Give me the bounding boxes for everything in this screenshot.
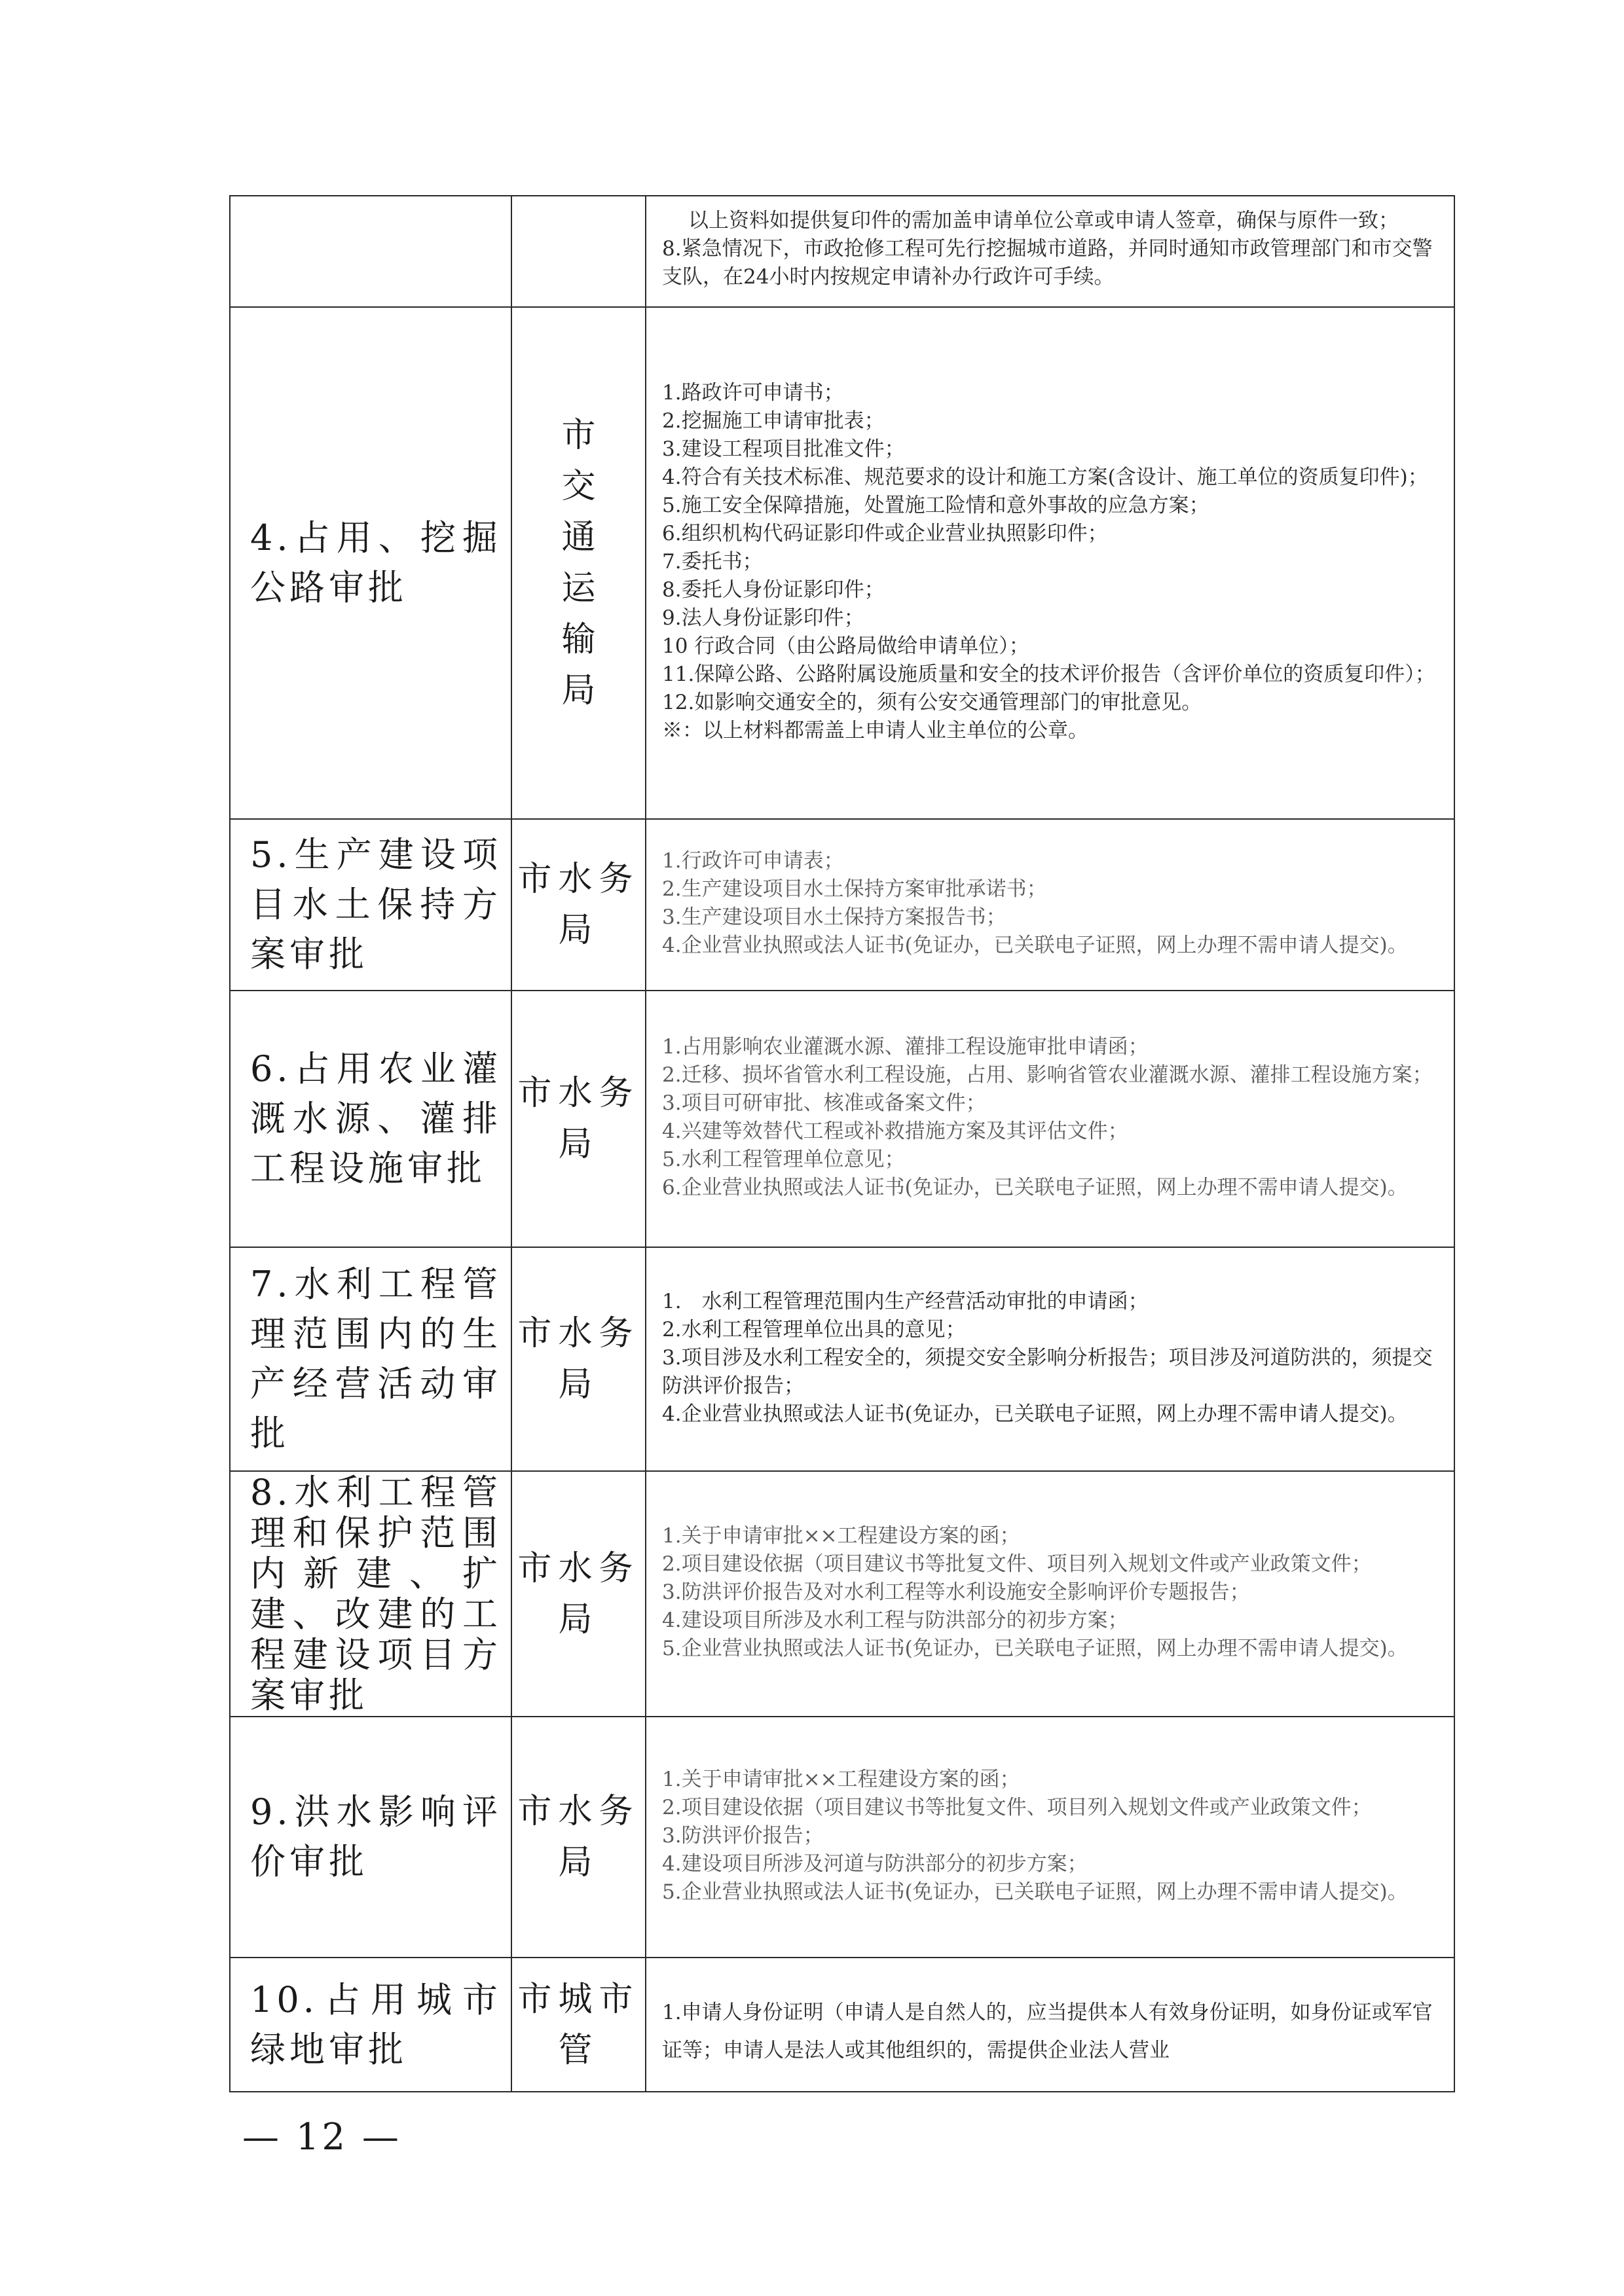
dept-name: 市水务局 [517,1074,640,1164]
item-cell [230,1958,511,2092]
materials-list [646,1974,1454,2076]
table-row [230,991,1454,1247]
table-row [230,1717,1454,1958]
materials-line: 1.行政许可申请表； [662,849,844,873]
table-row [230,819,1454,991]
materials-line: 4.兴建等效替代工程或补救措施方案及其评估文件； [662,1120,1128,1143]
materials-line: 1.路政许可申请书； [662,380,844,405]
materials-line: 以上资料如提供复印件的需加盖申请单位公章或申请人签章，确保与原件一致； [688,208,1399,232]
materials-line: 4.符合有关技术标准、规范要求的设计和施工方案(含设计、施工单位的资质复印件)； [662,465,1428,489]
dept-name: 市水务局 [517,1792,640,1882]
dept-cell [511,196,646,307]
materials-cell [646,819,1454,991]
materials-line: 2.迁移、损坏省管水利工程设施，占用、影响省管农业灌溉水源、灌排工程设施方案； [662,1063,1433,1087]
item-cell [230,819,511,991]
materials-line: 2.水利工程管理单位出具的意见； [662,1317,966,1341]
materials-line: 1. 水利工程管理范围内生产经营活动审批的申请函； [662,1289,1149,1313]
materials-cell [646,1471,1454,1717]
approval-materials-table [229,195,1455,2092]
dept-cell [511,991,646,1247]
materials-line: 3.项目可研审批、核准或备案文件； [662,1091,986,1115]
table-row [230,1471,1454,1717]
materials-line: 1.关于申请审批××工程建设方案的函； [662,1767,1020,1791]
materials-line: 5.施工安全保障措施，处置施工险情和意外事故的应急方案； [662,493,1209,517]
materials-line: 5.水利工程管理单位意见； [662,1148,905,1171]
materials-cell [646,1247,1454,1471]
item-name: 8.水利工程管理和保护范围内新建、扩建、改建的工程建设项目方案审批 [250,1471,502,1716]
dept-name: 市水务局 [517,860,640,950]
materials-line: 11.保障公路、公路附属设施质量和安全的技术评价报告（含评价单位的资质复印件）； [662,662,1435,686]
materials-list [646,206,1454,298]
materials-line: 4.建设项目所涉及河道与防洪部分的初步方案； [662,1851,1088,1876]
materials-line: 2.项目建设依据（项目建议书等批复文件、项目列入规划文件或产业政策文件； [662,1552,1372,1576]
materials-line: 10 行政合同（由公路局做给申请单位）； [662,634,1029,658]
materials-line: 5.企业营业执照或法人证书(免证办，已关联电子证照，网上办理不需申请人提交)。 [662,1637,1408,1660]
materials-line: 8.委托人身份证影印件； [662,577,885,602]
table-row [230,307,1454,819]
dept-cell [511,1717,646,1958]
item-cell [230,991,511,1247]
materials-line: 8.紧急情况下，市政抢修工程可先行挖掘城市道路，并同时通知市政管理部门和市交警支队，在24小时内按规定申请补办行政许可手续。 [662,236,1433,289]
materials-line: 6.企业营业执照或法人证书(免证办，已关联电子证照，网上办理不需申请人提交)。 [662,1176,1408,1199]
materials-cell [646,1958,1454,2092]
materials-line: 12.如影响交通安全的，须有公安交通管理部门的审批意见。 [662,690,1202,714]
materials-cell [646,196,1454,307]
item-name: 10.占用城市绿地审批 [250,1978,502,2070]
materials-line: 1.占用影响农业灌溉水源、灌排工程设施审批申请函； [662,1035,1149,1059]
dept-name: 市交通运输局 [561,416,621,710]
item-name: 4.占用、挖掘公路审批 [250,517,502,608]
dept-cell [511,1958,646,2092]
materials-line: 4.企业营业执照或法人证书(免证办，已关联电子证照，网上办理不需申请人提交)。 [662,1402,1408,1426]
item-name: 5.生产建设项目水土保持方案审批 [250,834,502,975]
item-name: 7.水利工程管理范围内的生产经营活动审批 [250,1264,502,1454]
materials-line: 2.项目建设依据（项目建议书等批复文件、项目列入规划文件或产业政策文件； [662,1795,1372,1819]
materials-line: 2.挖掘施工申请审批表； [662,409,885,433]
item-name: 6.占用农业灌溉水源、灌排工程设施审批 [250,1048,502,1189]
page-number: — 12 — [242,2116,401,2159]
materials-line: 3.防洪评价报告及对水利工程等水利设施安全影响评价专题报告； [662,1580,1250,1604]
materials-line: 5.企业营业执照或法人证书(免证办，已关联电子证照，网上办理不需申请人提交)。 [662,1880,1408,1904]
materials-line: 4.建设项目所涉及水利工程与防洪部分的初步方案； [662,1609,1128,1632]
materials-line: 3.生产建设项目水土保持方案报告书； [662,905,1006,929]
materials-list [646,1029,1454,1209]
materials-line: 3.防洪评价报告； [662,1823,824,1848]
dept-cell [511,1471,646,1717]
dept-cell [511,307,646,819]
dept-name: 市城市管 [517,1979,640,2070]
materials-line: 4.企业营业执照或法人证书(免证办，已关联电子证照，网上办理不需申请人提交)。 [662,934,1408,957]
materials-line: 2.生产建设项目水土保持方案审批承诺书； [662,877,1047,901]
table-row [230,1958,1454,2092]
materials-line: 1.申请人身份证明（申请人是自然人的，应当提供本人有效身份证明，如身份证或军官证等；申请人是法人或其他组织的，需提供企业法人营业 [662,2000,1433,2062]
materials-line: 3.建设工程项目批准文件； [662,437,905,461]
materials-list [646,843,1454,966]
materials-list [646,1518,1454,1669]
materials-line: 9.法人身份证影印件； [662,606,864,630]
item-cell [230,307,511,819]
materials-line: 6.组织机构代码证影印件或企业营业执照影印件； [662,521,1108,545]
materials-list [646,375,1454,752]
materials-cell [646,307,1454,819]
dept-name: 市水务局 [517,1548,640,1639]
materials-cell [646,1717,1454,1958]
item-cell [230,1717,511,1958]
materials-line: ※：以上材料都需盖上申请人业主单位的公章。 [662,718,1088,742]
materials-line: 3.项目涉及水利工程安全的，须提交安全影响分析报告；项目涉及河道防洪的，须提交防洪评价报告； [662,1345,1433,1398]
item-name: 9.洪水影响评价审批 [250,1791,502,1882]
table-row [230,196,1454,307]
item-cell [230,196,511,307]
materials-line: 1.关于申请审批××工程建设方案的函； [662,1524,1020,1548]
materials-list [646,1762,1454,1913]
dept-cell [511,819,646,991]
dept-name: 市水务局 [517,1314,640,1404]
materials-line: 7.委托书； [662,549,763,574]
item-cell [230,1471,511,1717]
table-row [230,1247,1454,1471]
materials-list [646,1284,1454,1435]
item-cell [230,1247,511,1471]
dept-cell [511,1247,646,1471]
materials-cell [646,991,1454,1247]
